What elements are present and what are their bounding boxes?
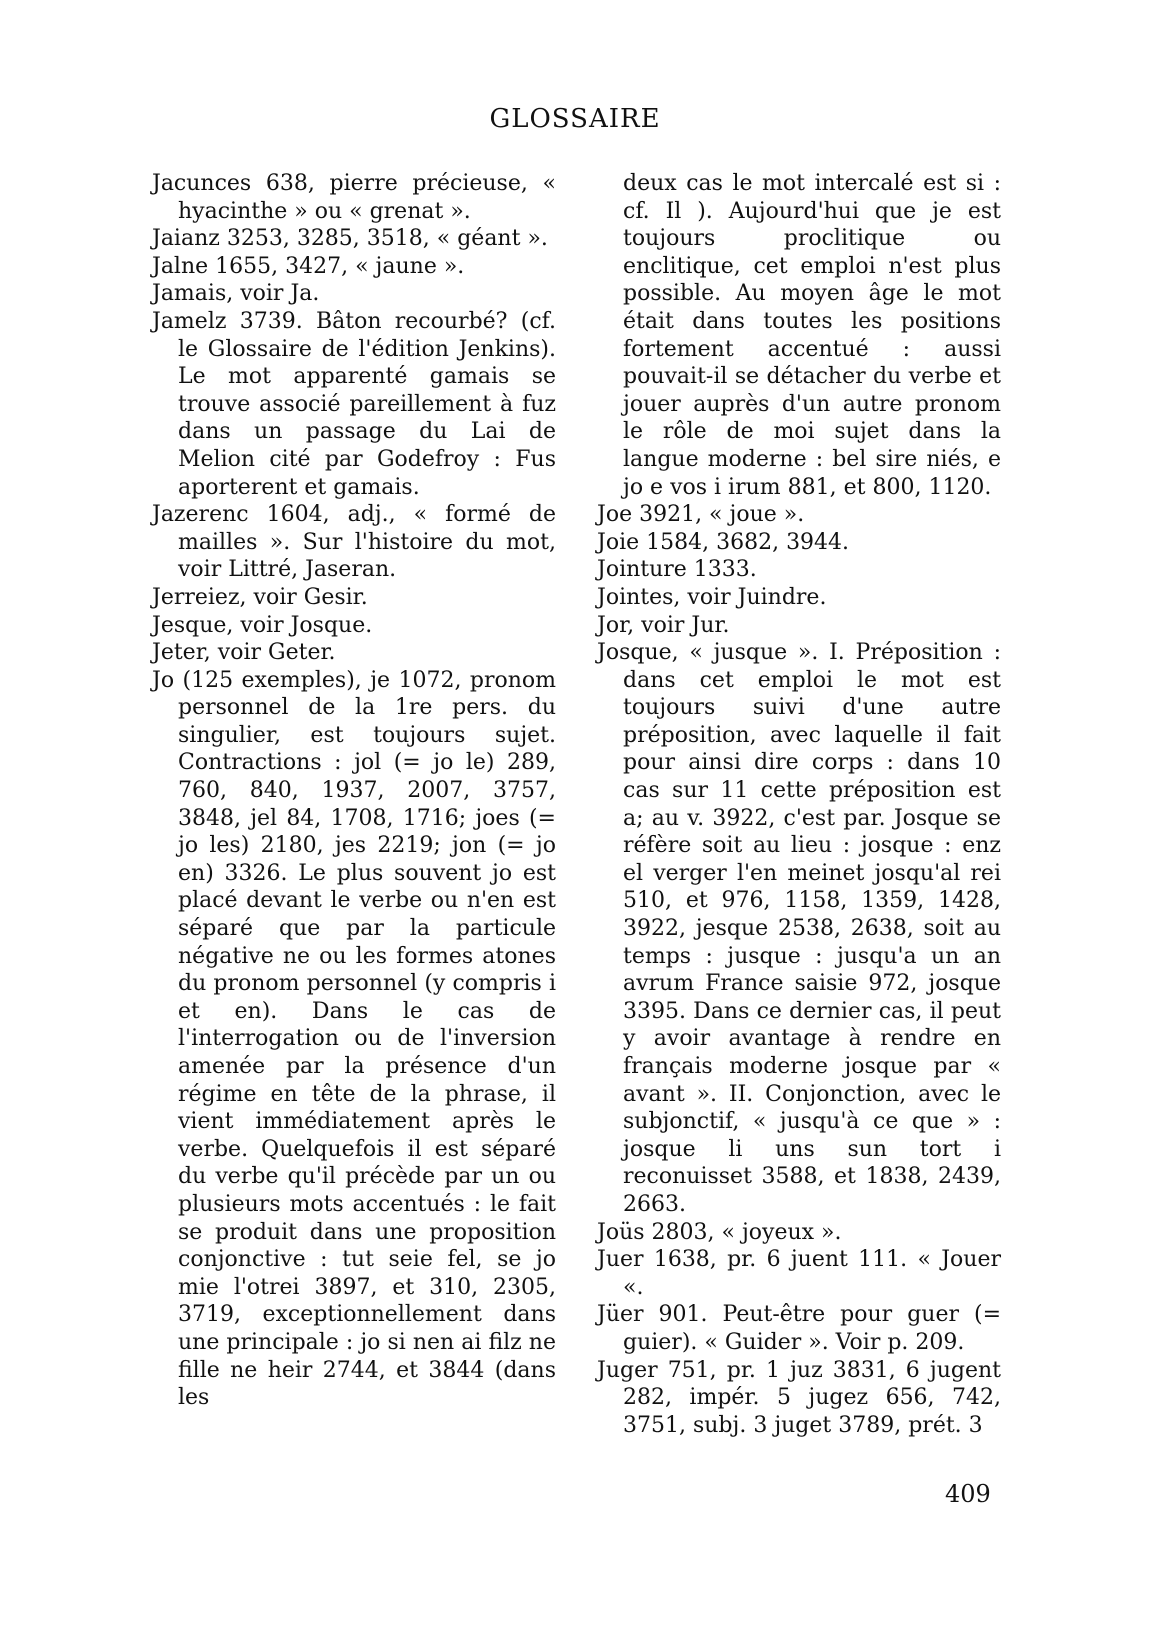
glossary-entry: Jazerenc 1604, adj., « formé de mailles ». Sur l'histoire du mot, voir Littré, Jaseran.: [152, 502, 556, 583]
glossary-entry: Joüs 2803, « joyeux ».: [597, 1219, 842, 1245]
glossary-entry: Jesque, voir Josque.: [152, 612, 373, 638]
glossary-entry: Jüer 901. Peut-être pour guer (= guier). « Guider ». Voir p. 209.: [597, 1302, 1001, 1355]
page-number: 409: [945, 1480, 991, 1508]
glossary-entry: Joie 1584, 3682, 3944.: [597, 529, 850, 555]
glossary-entry: Jalne 1655, 3427, « jaune ».: [152, 253, 465, 279]
glossary-entry-continued: deux cas le mot intercalé est si : cf. Il ). Aujourd'hui que je est toujours proclitique ou enclitique, cet emploi n'est plus possible. Au moyen âge le mot était dans toutes les positions fortement accentué : aussi pouvait-il se détacher du verbe et jouer auprès d'un autre pronom le rôle de moi sujet dans la langue moderne : bel sire niés, e jo e vos i irum 881, et 800, 1120.: [623, 171, 1001, 500]
glossary-entry: Jerreiez, voir Gesir.: [152, 584, 368, 610]
glossary-entry: Jaianz 3253, 3285, 3518, « géant ».: [152, 226, 548, 252]
glossary-entry: Jacunces 638, pierre précieuse, « hyacinthe » ou « grenat ».: [152, 171, 556, 224]
glossary-entry: Jointure 1333.: [597, 557, 757, 583]
glossary-entry: Jo (125 exemples), je 1072, pronom personnel de la 1re pers. du singulier, est toujours sujet. Contractions : jol (= jo le) 289, 760, 840, 1937, 2007, 3757, 3848, jel 84, 1708, 1716; joes (= jo les) 2180, jes 2219; jon (= jo en) 3326. Le plus souvent jo est placé devant le verbe ou n'en est séparé que par la particule négative ne ou les formes atones du pronom personnel (y compris i et en). Dans le cas de l'interrogation ou de l'inversion amenée par la présence d'un régime en tête de la phrase, il vient immédiatement après le verbe. Quelquefois il est séparé du verbe qu'il précède par un ou plusieurs mots accentués : le fait se produit dans une proposition conjonctive : tut seie fel, se jo mie l'otrei 3897, et 310, 2305, 3719, exceptionnellement dans une principale : jo si nen ai filz ne fille ne heir 2744, et 3844 (dans les: [152, 667, 556, 1411]
glossary-entry: Jeter, voir Geter.: [152, 640, 336, 666]
glossary-entry: Juer 1638, pr. 6 juent 111. « Jouer «.: [597, 1247, 1001, 1300]
glossary-entry: Jamelz 3739. Bâton recourbé? (cf. le Glossaire de l'édition Jenkins). Le mot apparenté gamais se trouve associé pareillement à fuz dans un passage du Lai de Melion cité par Godefroy : Fus aporterent et gamais.: [152, 308, 556, 500]
glossary-entry: Jamais, voir Ja.: [152, 281, 320, 307]
glossary-entry: Jointes, voir Juindre.: [597, 584, 827, 610]
glossary-column-left: [152, 170, 556, 1412]
page-title: GLOSSAIRE: [489, 104, 661, 134]
glossary-column-right: [597, 170, 1001, 1439]
glossary-entry: Juger 751, pr. 1 juz 3831, 6 jugent 282, impér. 5 jugez 656, 742, 3751, subj. 3 juget 3789, prét. 3: [597, 1357, 1001, 1438]
glossary-entry: Josque, « jusque ». I. Préposition : dans cet emploi le mot est toujours suivi d'une autre préposition, avec laquelle il fait pour ainsi dire corps : dans 10 cas sur 11 cette préposition est a; au v. 3922, c'est par. Josque se réfère soit au lieu : josque : enz el verger l'en meinet josqu'al rei 510, et 976, 1158, 1359, 1428, 3922, jesque 2538, 2638, soit au temps : jusque : jusqu'a un an avrum France saisie 972, josque 3395. Dans ce dernier cas, il peut y avoir avantage à rendre en français moderne josque par « avant ». II. Conjonction, avec le subjonctif, « jusqu'à ce que » : josque li uns sun tort i reconuisset 3588, et 1838, 2439, 2663.: [597, 640, 1001, 1217]
glossary-entry: Jor, voir Jur.: [597, 612, 730, 638]
glossary-entry: Joe 3921, « joue ».: [597, 502, 805, 528]
